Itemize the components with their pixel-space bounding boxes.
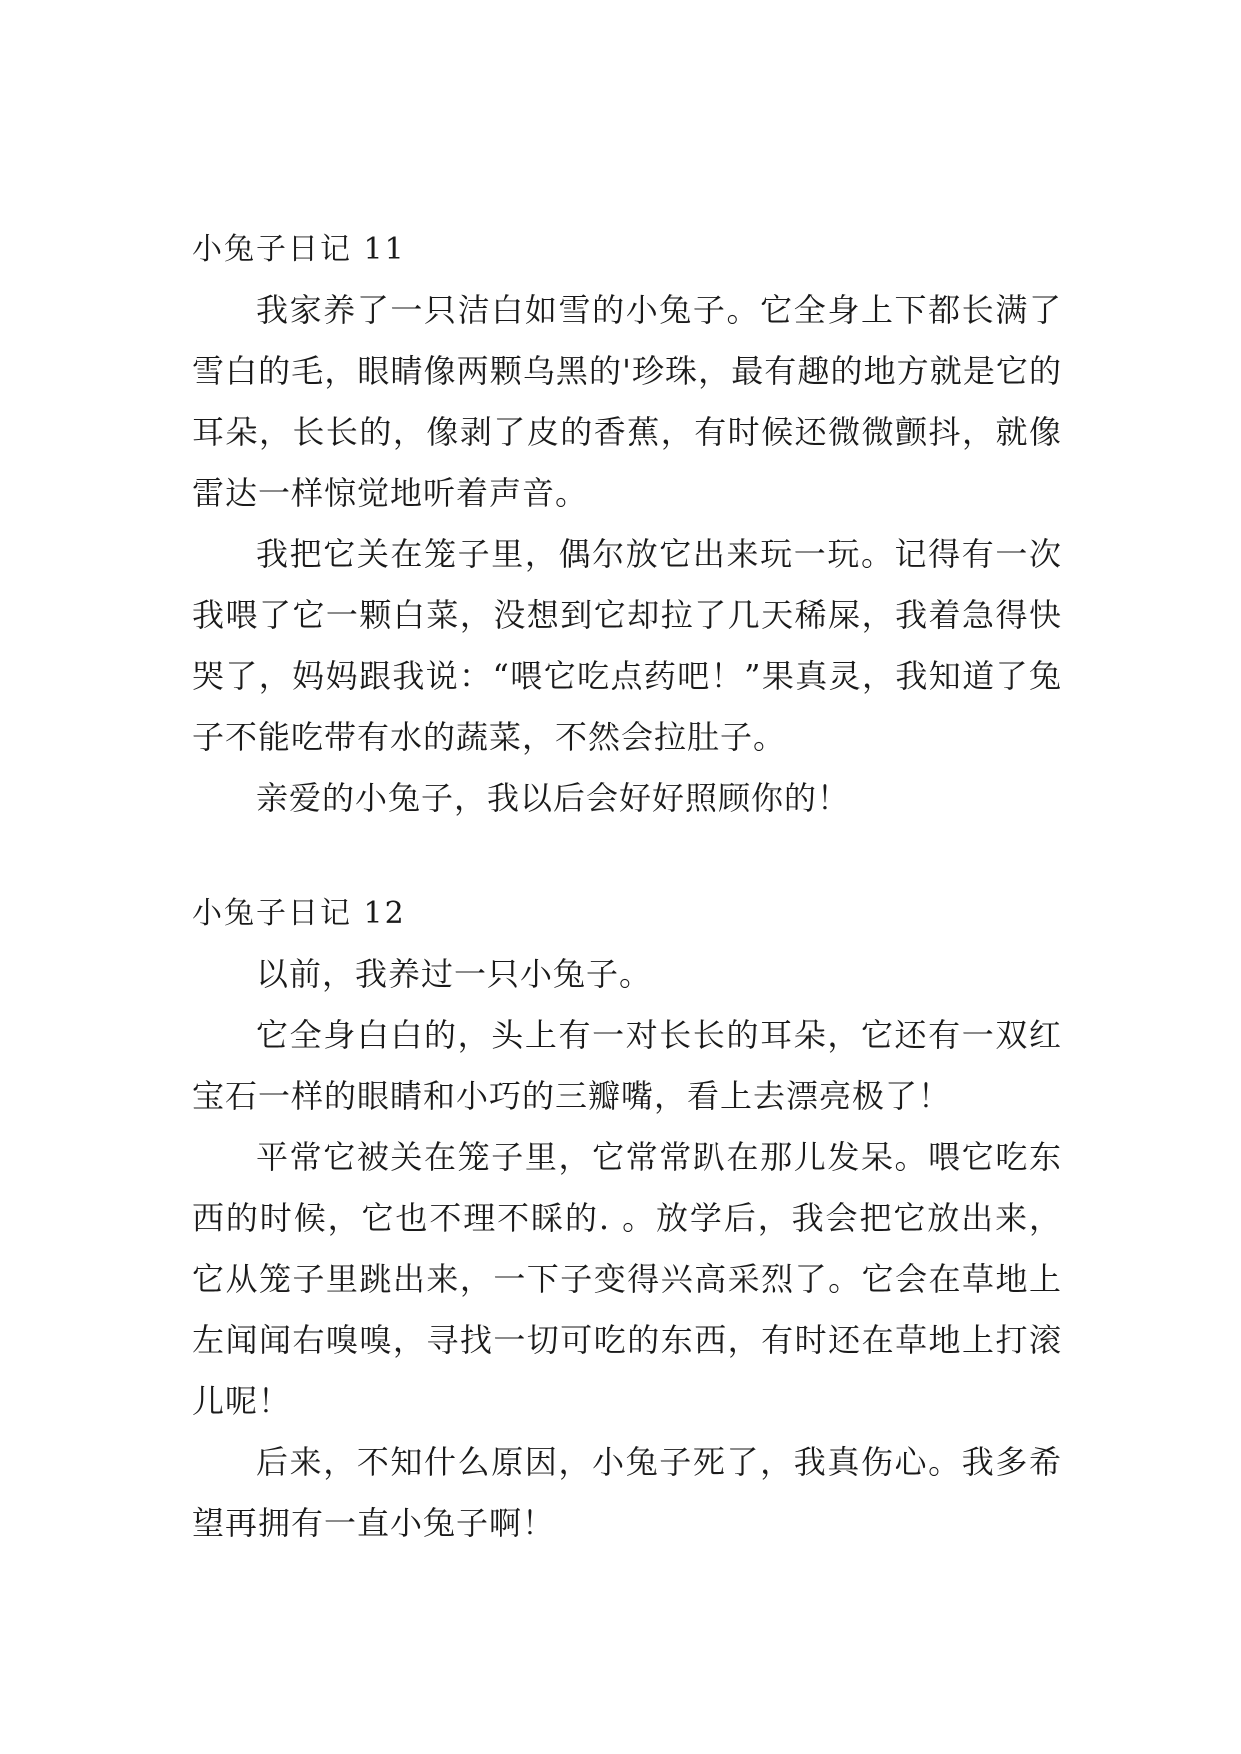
entry-title: 小兔子日记 12: [192, 896, 406, 931]
paragraph: 以前，我养过一只小兔子。: [256, 955, 653, 993]
paragraph: 亲爱的小兔子，我以后会好好照顾你的！: [256, 779, 851, 817]
paragraph: 平常它被关在笼子里，它常常趴在那儿发呆。喂它吃东西的时候，它也不理不睬的. 。放学后，我会把它放出来，它从笼子里跳出来，一下子变得兴高采烈了。它会在草地上左闻闻右嗅嗅，寻找一切可吃的东西，有时还在草地上打滚儿呢！: [192, 1138, 1062, 1420]
paragraph: 它全身白白的，头上有一对长长的耳朵，它还有一双红宝石一样的眼睛和小巧的三瓣嘴，看上去漂亮极了！: [192, 1016, 1062, 1115]
section-spacer: [192, 829, 1062, 884]
diary-entry-11: [192, 220, 1062, 829]
paragraph: 我把它关在笼子里，偶尔放它出来玩一玩。记得有一次我喂了它一颗白菜，没想到它却拉了几天稀屎，我着急得快哭了，妈妈跟我说：“喂它吃点药吧！”果真灵，我知道了兔子不能吃带有水的蔬菜，不然会拉肚子。: [192, 535, 1062, 756]
paragraph: 我家养了一只洁白如雪的小兔子。它全身上下都长满了雪白的毛，眼睛像两颗乌黑的'珍珠，最有趣的地方就是它的耳朵，长长的，像剥了皮的香蕉，有时候还微微颤抖，就像雷达一样惊觉地听着声音。: [192, 291, 1062, 512]
diary-entry-12: [192, 884, 1062, 1554]
paragraph: 后来，不知什么原因，小兔子死了，我真伤心。我多希望再拥有一直小兔子啊！: [192, 1443, 1062, 1542]
entry-title: 小兔子日记 11: [192, 232, 406, 267]
document-body: [192, 220, 1062, 1554]
